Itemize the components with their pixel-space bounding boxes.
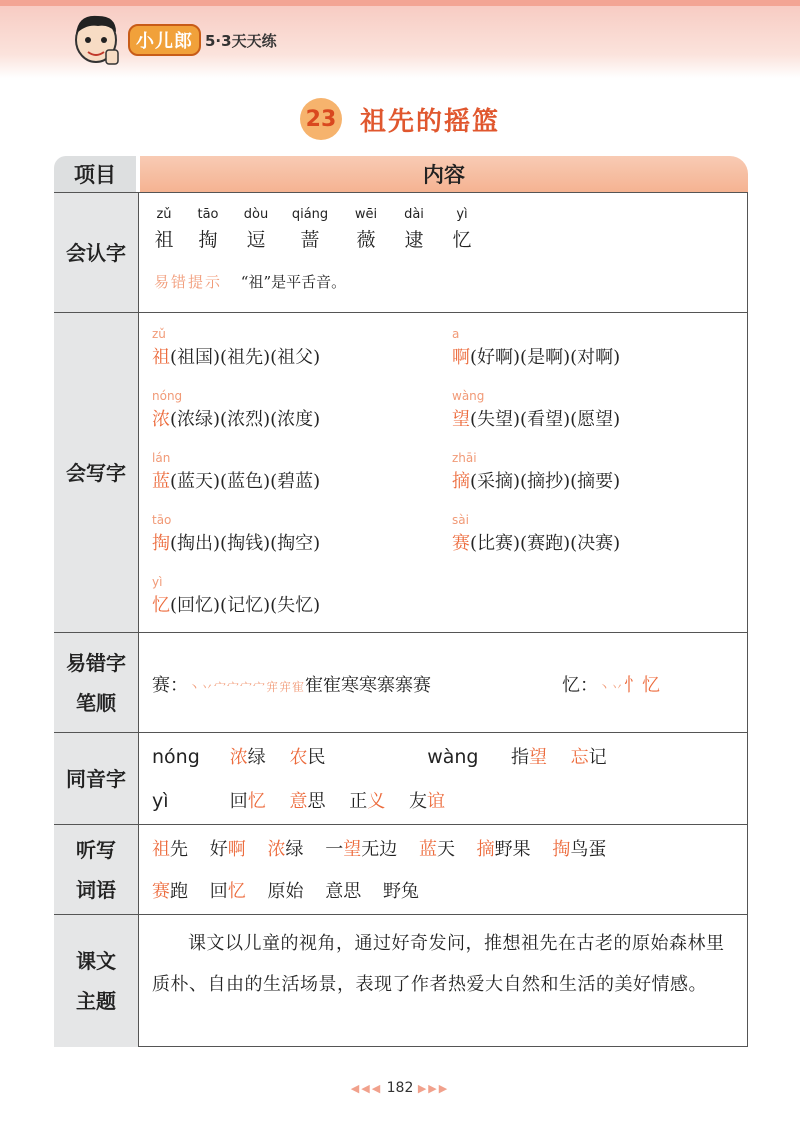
label-dictation: 听写 词语 [54,825,139,915]
label-recognize: 会认字 [54,193,139,313]
write-item: lán 蓝(蓝天)(蓝色)(碧蓝) [152,451,321,492]
content-dictation [140,825,748,915]
pinyin-char: dòu 逗 [243,207,269,251]
homophone-line-2: yì 回忆 意思 正义 友谊 [152,790,445,812]
write-item: wàng 望(失望)(看望)(愿望) [452,389,621,430]
header-item: 项目 [54,156,136,192]
content-theme [140,915,748,1047]
row-recognize [54,192,748,313]
content-strokes [140,633,748,733]
brand-logo: 小儿郎 [128,24,201,56]
label-write: 会写字 [54,313,139,633]
boy-mascot-icon [68,10,124,70]
write-item: a 啊(好啊)(是啊)(对啊) [452,327,621,368]
row-theme [54,914,748,1047]
brand-series: 5·3天天练 [205,31,277,50]
dictation-line-2: 赛跑 回忆 原始 意思 野兔 [152,881,419,902]
top-stripe [0,0,800,6]
lesson-title-bar [0,98,800,140]
pinyin-char: wēi 薇 [354,207,378,251]
pinyin-char: yì 忆 [452,207,472,251]
label-homophone: 同音字 [54,733,139,825]
write-item: sài 赛(比赛)(赛跑)(决赛) [452,513,621,554]
row-dictation [54,824,748,915]
brand [128,24,277,56]
left-arrows-icon: ◀◀◀ [350,1082,383,1095]
pinyin-char: tāo 掏 [197,207,219,251]
pinyin-char: zǔ 祖 [154,207,174,251]
write-item: yì 忆(回忆)(记忆)(失忆) [152,575,321,616]
row-write [54,312,748,633]
dictation-line-1: 祖先 好啊 浓绿 一望无边 蓝天 摘野果 掏鸟蛋 [152,839,607,860]
pinyin-char: dài 逮 [404,207,424,251]
tip-label: 易错提示 [154,273,223,291]
row-strokes [54,632,748,733]
summary-table [54,156,748,1048]
theme-text: 课文以儿童的视角，通过好奇发问，推想祖先在古老的原始森林里质朴、自由的生活场景，表现了作者热爱大自然和生活的美好情感。 [152,933,725,995]
content-homophone [140,733,748,825]
page-number: ◀◀◀ 182 ▶▶▶ [350,1080,450,1096]
content-write [140,313,748,633]
stroke-order-yi: 忆：丶丷忄忆 [562,675,661,696]
error-tip [154,271,346,292]
write-item: zhāi 摘(采摘)(摘抄)(摘要) [452,451,621,492]
label-theme: 课文 主题 [54,915,139,1047]
write-item: zǔ 祖(祖国)(祖先)(祖父) [152,327,321,368]
write-item: tāo 掏(掏出)(掏钱)(掏空) [152,513,321,554]
row-homophone [54,732,748,825]
pinyin-char: qiáng 蔷 [291,207,329,251]
right-arrows-icon: ▶▶▶ [417,1082,450,1095]
header-content: 内容 [140,156,748,192]
stroke-order-sai: 赛：丶丷宀宀宀宀宑宑寉寉寉寒寒寨寨赛 [152,675,432,696]
content-recognize [140,193,748,313]
label-strokes: 易错字 笔顺 [54,633,139,733]
homophone-line-1: nóng 浓绿 农民 wàng 指望 忘记 [152,746,607,768]
write-item: nóng 浓(浓绿)(浓烈)(浓度) [152,389,321,430]
lesson-number-badge: 23 [300,98,342,140]
tip-text: “祖”是平舌音。 [240,273,347,291]
lesson-title: 祖先的摇篮 [359,106,500,137]
